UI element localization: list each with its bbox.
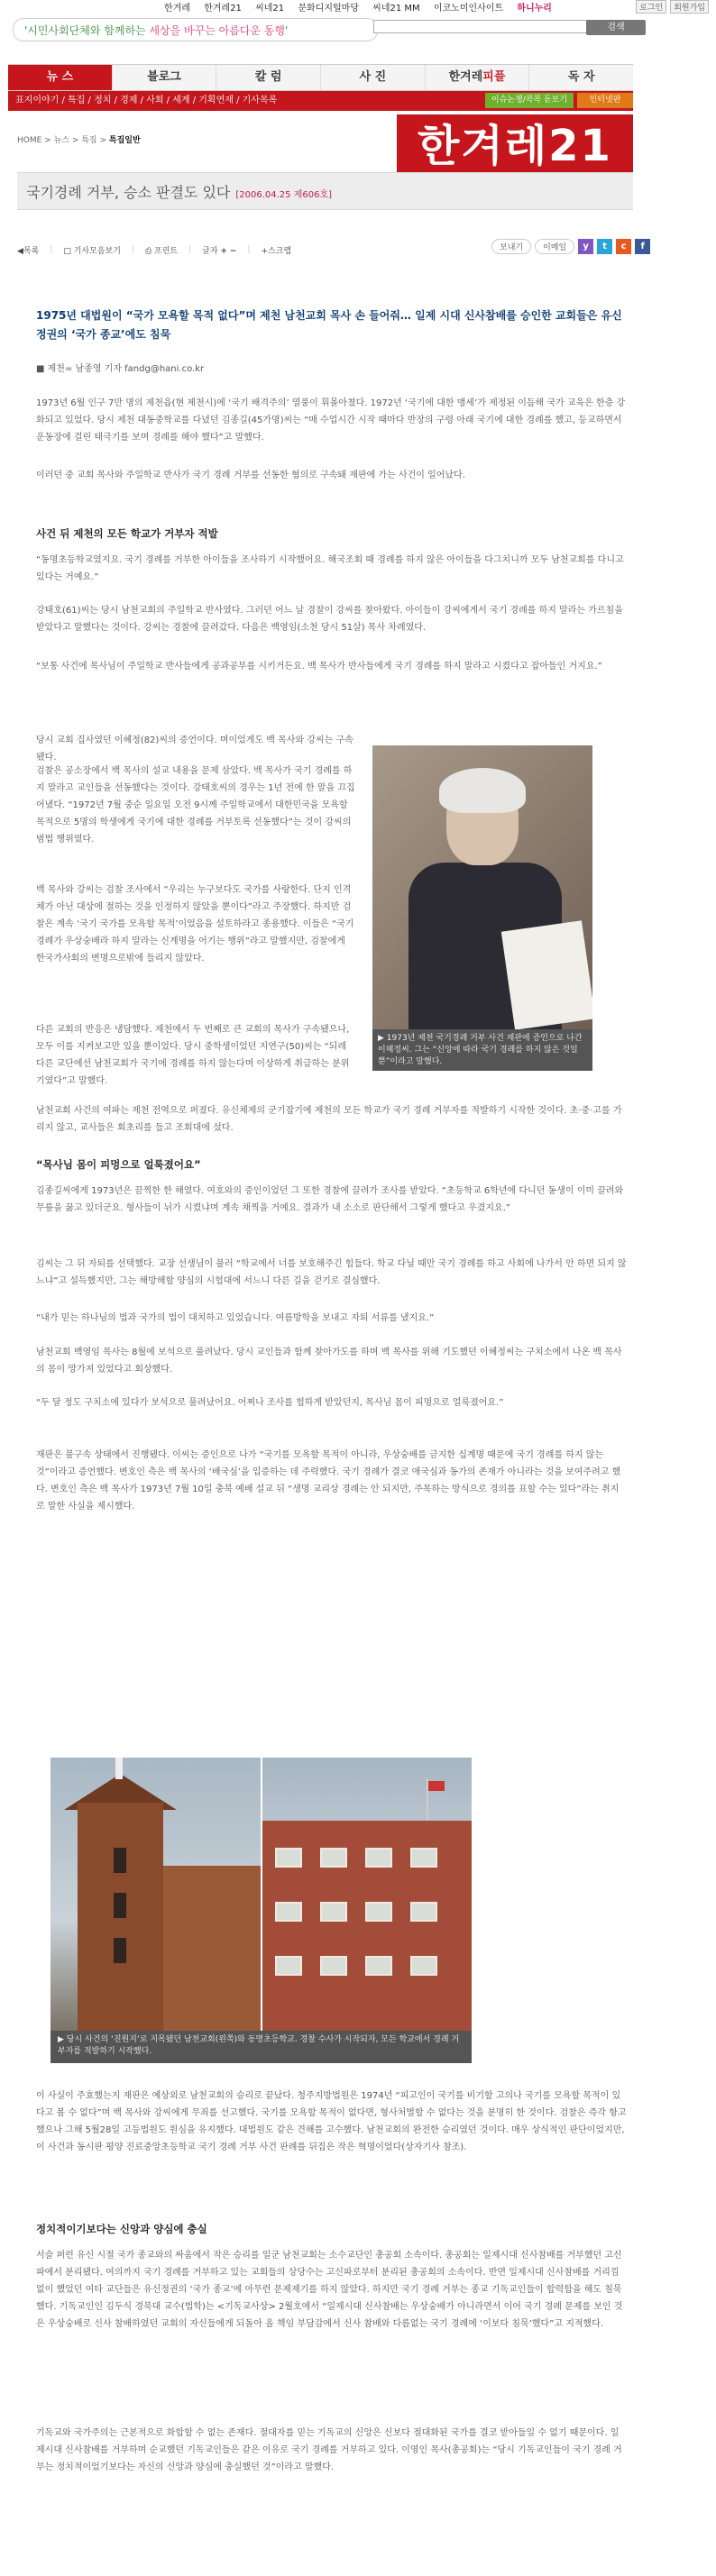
family-site-bar (0, 0, 716, 13)
slogan-prefix: '시민사회단체와 함께하는 (24, 24, 150, 37)
join-link[interactable]: 회원가입 (670, 0, 709, 14)
util-links (636, 0, 709, 14)
subhead-3: 정치적이기보다는 신앙과 양심에 충실 (36, 2223, 207, 2235)
photo-document (501, 920, 592, 1029)
send-button[interactable]: 보내기 (491, 239, 531, 254)
font-plus-icon[interactable]: + (220, 246, 227, 256)
slogan-highlight: 세상을 바꾸는 아름다운 동행 (149, 24, 286, 37)
church-wing (163, 1866, 261, 2031)
paragraph-15: “두 달 정도 구치소에 있다가 보석으로 풀려났어요. 어찌나 조사를 험하게 받았던지, 목사님 몸이 피멍으로 얼룩졌어요.” (36, 1398, 504, 1408)
print-button[interactable]: ⎙ 프린트 (144, 246, 179, 256)
promo-issue-button[interactable]: 이슈논쟁/콕콕 돋보기 (485, 93, 574, 108)
church-school-photo (50, 1758, 472, 2031)
church-window (114, 1938, 126, 1963)
school-window (320, 1902, 347, 1922)
article-collection-label: 기사모음보기 (73, 246, 121, 256)
share-icon-1[interactable]: y (578, 239, 593, 254)
tab-hani-people-red: 피플 (482, 70, 506, 84)
scrap-button[interactable]: +스크랩 (261, 246, 292, 256)
church-window (114, 1893, 126, 1918)
school-window (365, 1848, 392, 1868)
email-button[interactable]: 이메일 (535, 239, 574, 254)
tab-reader[interactable]: 독 자 (528, 65, 633, 90)
font-size-control[interactable] (202, 244, 236, 256)
school-window (410, 1848, 437, 1868)
article-collection-button[interactable]: □ 기사모음보기 (63, 246, 121, 256)
breadcrumb (17, 133, 141, 145)
photo-figure-hair (439, 768, 526, 813)
share-icon-3[interactable]: c (616, 239, 631, 254)
photo-caption-2: ▶ 당시 사건의 ‘진원지’로 지목됐던 남천교회(왼쪽)와 동명초등학교. 경찰 수사가 시작되자, 모든 학교에서 경례 거부자를 적발하기 시작했다. (50, 2031, 472, 2063)
tab-column[interactable]: 칼 럼 (216, 65, 320, 90)
school-window (410, 1902, 437, 1922)
logo-text: 한겨레21 (418, 121, 612, 171)
site-link-hani[interactable]: 한겨레 (164, 4, 191, 14)
site-link-culture[interactable]: 문화디지털마당 (298, 4, 359, 14)
paragraph-2: 이러던 중 교회 목사와 주일학교 반사가 국기 경례 거부를 선동한 혐의로 구속돼 재판에 가는 사건이 일어났다. (36, 470, 465, 480)
paragraph-1: 1973년 6월 인구 7만 명의 제천읍(현 제천시)에 ‘국기 배격주의’ 열풍이 휘몰아쳤다. 1972년 ‘국기에 대한 맹세’가 제정된 이듬해 국가 교육은 한층 강화되고 있었다. 당시 제천 대동중학교를 다녔던 김종길(45가명)씨는 “매 수업시간 시작 때마다 반장의 구령 아래 국기에 대한 경례를 했고, 등교하면서 운동장에 걸린 태극기를 보며 경례를 해야 했다”고 말했다. (36, 398, 626, 443)
twitter-icon[interactable]: t (597, 239, 612, 254)
paragraph-8: 백 목사와 강씨는 검찰 조사에서 “우리는 누구보다도 국가를 사랑한다. 단지 인격체가 아닌 대상에 절하는 것을 인정하지 않았을 뿐이다”라고 주장했다. 하지만 검찰은 계속 ‘국기 국가를 모욕할 목적’이었음을 설토하라고 종용했다. 이들은 “국기 경례가 우상숭배라 하지 말라는 신계명을 어기는 행위”라고 말했지만, 검찰에게 한국가사회의 변명으로밖에 들리지 않았다. (36, 885, 354, 964)
site-link-haninuri[interactable]: 하니누리 (517, 4, 552, 14)
church-window (114, 1848, 126, 1873)
sub-nav[interactable]: 표지이야기 / 특집 / 정치 / 경제 / 사회 / 세계 / 기획연재 / 기사목록 (8, 91, 633, 111)
main-nav (8, 64, 633, 91)
paragraph-18: 서슬 퍼런 유신 시절 국가 종교와의 싸움에서 작은 승리를 일군 남천교회는 소수교단인 총공회 소속이다. 총공회는 일제시대 신사참배를 거부했던 고신파에서 분리됐다. 여의까지 국기 경례를 거부하고 있는 교회들의 상당수는 고신파로부터 분리된 총공회의 소속이다. 반면 일제시대 신사참배를 거리낌 없이 했었던 여타 교단들은 유신정권의 ‘국가 종교’에 아무런 문제제기를 하지 않았다. 하지만 국기 경례 거부는 종교 기독교인들이 합력함을 해도 침묵했다. 기독교인인 김두식 경북대 교수(법학)는 <기독교사상> 2월호에서 “일제시대 신사참배는 우상숭배가 아니라면서 이어 국기 경례 문제를 보인 것은 우상숭배로 신사 참배하였던 교회의 자신들에게 되돌아 올 책임 부담감에서 신사 참배와 다름없는 국기 경례에 ‘이보다 침묵’했다”고 지적했다. (36, 2251, 623, 2329)
paragraph-5: “보통 사건에 목사님이 주일학교 반사들에게 공과공부를 시키거든요. 백 목사가 반사들에게 국기 경례를 하지 말라고 시켰다고 잡아들인 거지요.” (36, 662, 602, 671)
witness-photo (372, 745, 592, 1029)
school-window (365, 1902, 392, 1922)
school-window (410, 1956, 437, 1976)
paragraph-11: 김종길씨에게 1973년은 끔찍한 한 해였다. 여호와의 증인이었던 그 또한 경찰에 끌려가 조사를 받았다. “초등학교 6학년에 다니던 동생이 이미 끌려와 무릎을 꿇고 있더군요. 형사들이 뉘가 시켰냐며 계속 채찍을 거예요. 결과가 내 소소로 판단해서 그렇게 했다고 우겼지요.” (36, 1186, 624, 1213)
school-window (320, 1848, 347, 1868)
print-label: 프린트 (154, 246, 179, 256)
list-button[interactable]: ◀목록 (17, 246, 40, 256)
article-title-box (17, 172, 633, 210)
school-photo (262, 1758, 472, 2031)
church-photo (50, 1758, 261, 2031)
tab-hani-people-label: 한겨레 (448, 70, 483, 84)
site-link-cine21mm[interactable]: 씨네21 MM (372, 4, 420, 14)
font-label: 글자 (202, 246, 218, 256)
school-window (320, 1956, 347, 1976)
facebook-icon[interactable]: f (635, 239, 650, 254)
search-button[interactable]: 검색 (586, 20, 646, 35)
school-window (275, 1956, 302, 1976)
share-bar (491, 239, 650, 254)
site-link-h21[interactable]: 한겨레21 (204, 4, 242, 14)
paragraph-19: 기독교와 국가주의는 근본적으로 화합할 수 없는 존재다. 절대자를 믿는 기독교의 신앙은 신보다 절대화된 국가를 결코 받아들일 수 없기 때문이다. 일제시대 신사참배를 거부하며 순교했던 기독교인들은 같은 이유로 국기 경례를 거부하고 있다. 이영인 목사(총공회)는 “당시 기독교인들이 국기 경례 거부는 정치적이었기보다는 자신의 신앙과 양심에 충실했던 것”이라고 말했다. (36, 2428, 622, 2472)
cross-icon (115, 1758, 123, 1779)
byline: ■ 제천= 남종영 기자 fandg@hani.co.kr (36, 364, 205, 374)
paragraph-7: 검찰은 공소장에서 백 목사의 설교 내용을 문제 삼았다. 백 목사가 국기 경례를 하지 말라고 교인들을 선동했다는 것이다. 강태호씨의 경우는 1년 전에 한 말을 끄집어냈다. “1972년 7월 중순 일요일 오전 9시께 주일학교에서 대한민국을 모욕할 목적으로 5명의 학생에게 국기에 대한 경례를 거부토록 선동했다”는 것이 강씨의 범법 행위였다. (36, 766, 355, 845)
school-window (275, 1902, 302, 1922)
paragraph-6: 당시 교회 집사였던 이혜정(82)씨의 증언이다. 며이었게도 백 목사와 강씨는 구속됐다. (36, 735, 353, 763)
article-date: [2006.04.25 제606호] (235, 190, 333, 200)
paragraph-16: 재판은 불구속 상태에서 진행됐다. 이씨는 증인으로 나가 “국기를 모욕할 목적이 아니라, 우상숭배를 금지한 십계명 때문에 국기 경례를 하지 않는 것”이라고 증언했다. 변호인 측은 백 목사의 ‘배국심’을 입증하는 데 주력했다. 국기 경례가 결코 애국심과 동가의 존재가 아니라는 것을 보여주려고 했다. 변호인 측은 백 목사가 1973년 7월 10일 충북 예배 설교 뒤 “생명 교리상 경례는 안 되지만, 주목하는 방식으로 경의를 표할 수는 있다”라는 취지로 말한 사실을 제시했다. (36, 1450, 621, 1512)
tab-news[interactable]: 뉴 스 (8, 65, 112, 90)
breadcrumb-current: 특집일반 (108, 136, 141, 145)
breadcrumb-path[interactable]: HOME > 뉴스 > 특집 > (17, 136, 109, 145)
slogan-suffix: ' (285, 24, 289, 37)
school-window (275, 1848, 302, 1868)
paragraph-3: “동명초등학교였지요. 국기 경례를 거부한 아이들을 조사하기 시작했어요. 해국조회 때 경례를 하지 않은 아이들을 다그치니까 모두 남천교회를 다니고 있다는 거예요.” (36, 555, 624, 582)
subhead-1: 사건 뒤 제천의 모든 학교가 거부자 적발 (36, 527, 218, 540)
site-link-cine21[interactable]: 씨네21 (255, 4, 285, 14)
search-input[interactable] (373, 20, 598, 33)
paragraph-10: 남천교회 사건의 여파는 제천 전역으로 퍼졌다. 유신체제의 군기잡기에 제천의 모든 학교가 국기 경례 거부자를 적발하기 시작한 것이다. 초·중·고를 가리지 않고, 교사들은 회초리를 들고 조회대에 섰다. (36, 1106, 622, 1133)
divider: | (131, 245, 134, 254)
subhead-2: “목사님 몸이 피멍으로 얼룩졌어요” (36, 1158, 201, 1171)
flag-icon (428, 1781, 445, 1791)
paragraph-4: 강태호(61)씨는 당시 남천교회의 주일학교 반사였다. 그러던 어느 날 경찰이 강씨를 찾아왔다. 아이들이 강씨에게서 국기 경례를 하지 말라는 가르침을 받았다고 말했다는 것이다. 강씨는 경찰에 끌려갔다. 다음은 백영임(소천 당시 51살) 목사 차례였다. (36, 606, 623, 633)
divider: | (188, 245, 192, 254)
divider: | (247, 245, 251, 254)
promo-internet-button[interactable]: 인터넷판 (577, 93, 633, 108)
photo-caption-1: ▶ 1973년 제천 국기경례 거부 사건 재판에 증인으로 나간 이혜정씨. 그는 “신앙에 따라 국기 경례를 하지 않은 것일 뿐”이라고 말했다. (372, 1029, 592, 1071)
tab-photo[interactable]: 사 진 (320, 65, 425, 90)
paragraph-14: 남천교회 백영임 목사는 8월에 보석으로 풀려났다. 당시 교인들과 함께 찾아가도를 하며 백 목사를 위해 기도했던 이혜정씨는 구치소에서 나온 백 목사의 몸이 망가져 있었다고 회상했다. (36, 1347, 622, 1375)
site-link-economy[interactable]: 이코노미인사이트 (433, 4, 504, 14)
article-title: 국기경례 거부, 승소 판결도 있다 (26, 184, 231, 201)
school-window (365, 1956, 392, 1976)
paragraph-17: 이 사실이 주효했는지 재판은 예상외로 남천교회의 승리로 끝났다. 청주지방법원은 1974년 “피고인이 국기를 비기할 고의나 국기를 모욕할 목적이 있다고 볼 수 없다”며 백 목사와 강씨에게 무죄를 선고했다. 국기를 모욕할 목적이 없다면, 형사처벌할 수 없다는 것을 분명히 한 것이다. 검찰은 즉각 항고했으나 그해 5월28일 고등법원도 원심을 유지했다. 대법원도 같은 견해를 고수했다. 남천교회의 완전한 승리였던 것이다. 매우 상식적인 판단이었지만, 이 사건과 동시판 평양 진료중앙초등학교 국기 경례 거부 사건 판례를 뒤집은 작은 혁명이었다(상자기사 참조). (36, 2091, 627, 2152)
login-link[interactable]: 로그인 (636, 0, 666, 14)
slogan-banner[interactable] (13, 18, 378, 41)
article-lede: 1975년 대법원이 “국가 모욕할 목적 없다”며 제천 남천교회 목사 손 들어줘… 일제 시대 신사참배를 승인한 교회들은 유신정권의 ‘국가 종교’에도 침묵 (36, 309, 622, 341)
tab-hani-people[interactable] (425, 65, 529, 90)
paragraph-13: “내가 믿는 하나님의 법과 국가의 법이 대치하고 있었습니다. 여름방학을 보내고 자퇴 서류를 냈지요.” (36, 1313, 435, 1323)
paragraph-12: 김씨는 그 뒤 자퇴를 선택했다. 교장 선생님이 불러 “학교에서 너를 보호해주긴 힘들다. 학교 다닐 때만 국기 경례를 하고 사회에 나가서 안 하면 되지 않느냐”고 설득했지만, 그는 해방해할 양심의 시험대에 서느니 다른 길을 걷기로 결심했다. (36, 1259, 627, 1286)
tab-blog[interactable]: 블로그 (112, 65, 216, 90)
divider: | (50, 245, 53, 254)
font-minus-icon[interactable]: − (229, 246, 237, 256)
paragraph-9: 다른 교회의 반응은 냉담했다. 제천에서 두 번째로 큰 교회의 목사가 구속됐으나, 모두 이를 지켜보고만 있을 뿐이었다. 당시 중학생이었던 지연구(50)씨는 “되레 다른 교단에선 남천교회가 국기에 경례를 하지 않는다며 이상하게 취급하는 분위기였다”고 말했다. (36, 1025, 350, 1086)
